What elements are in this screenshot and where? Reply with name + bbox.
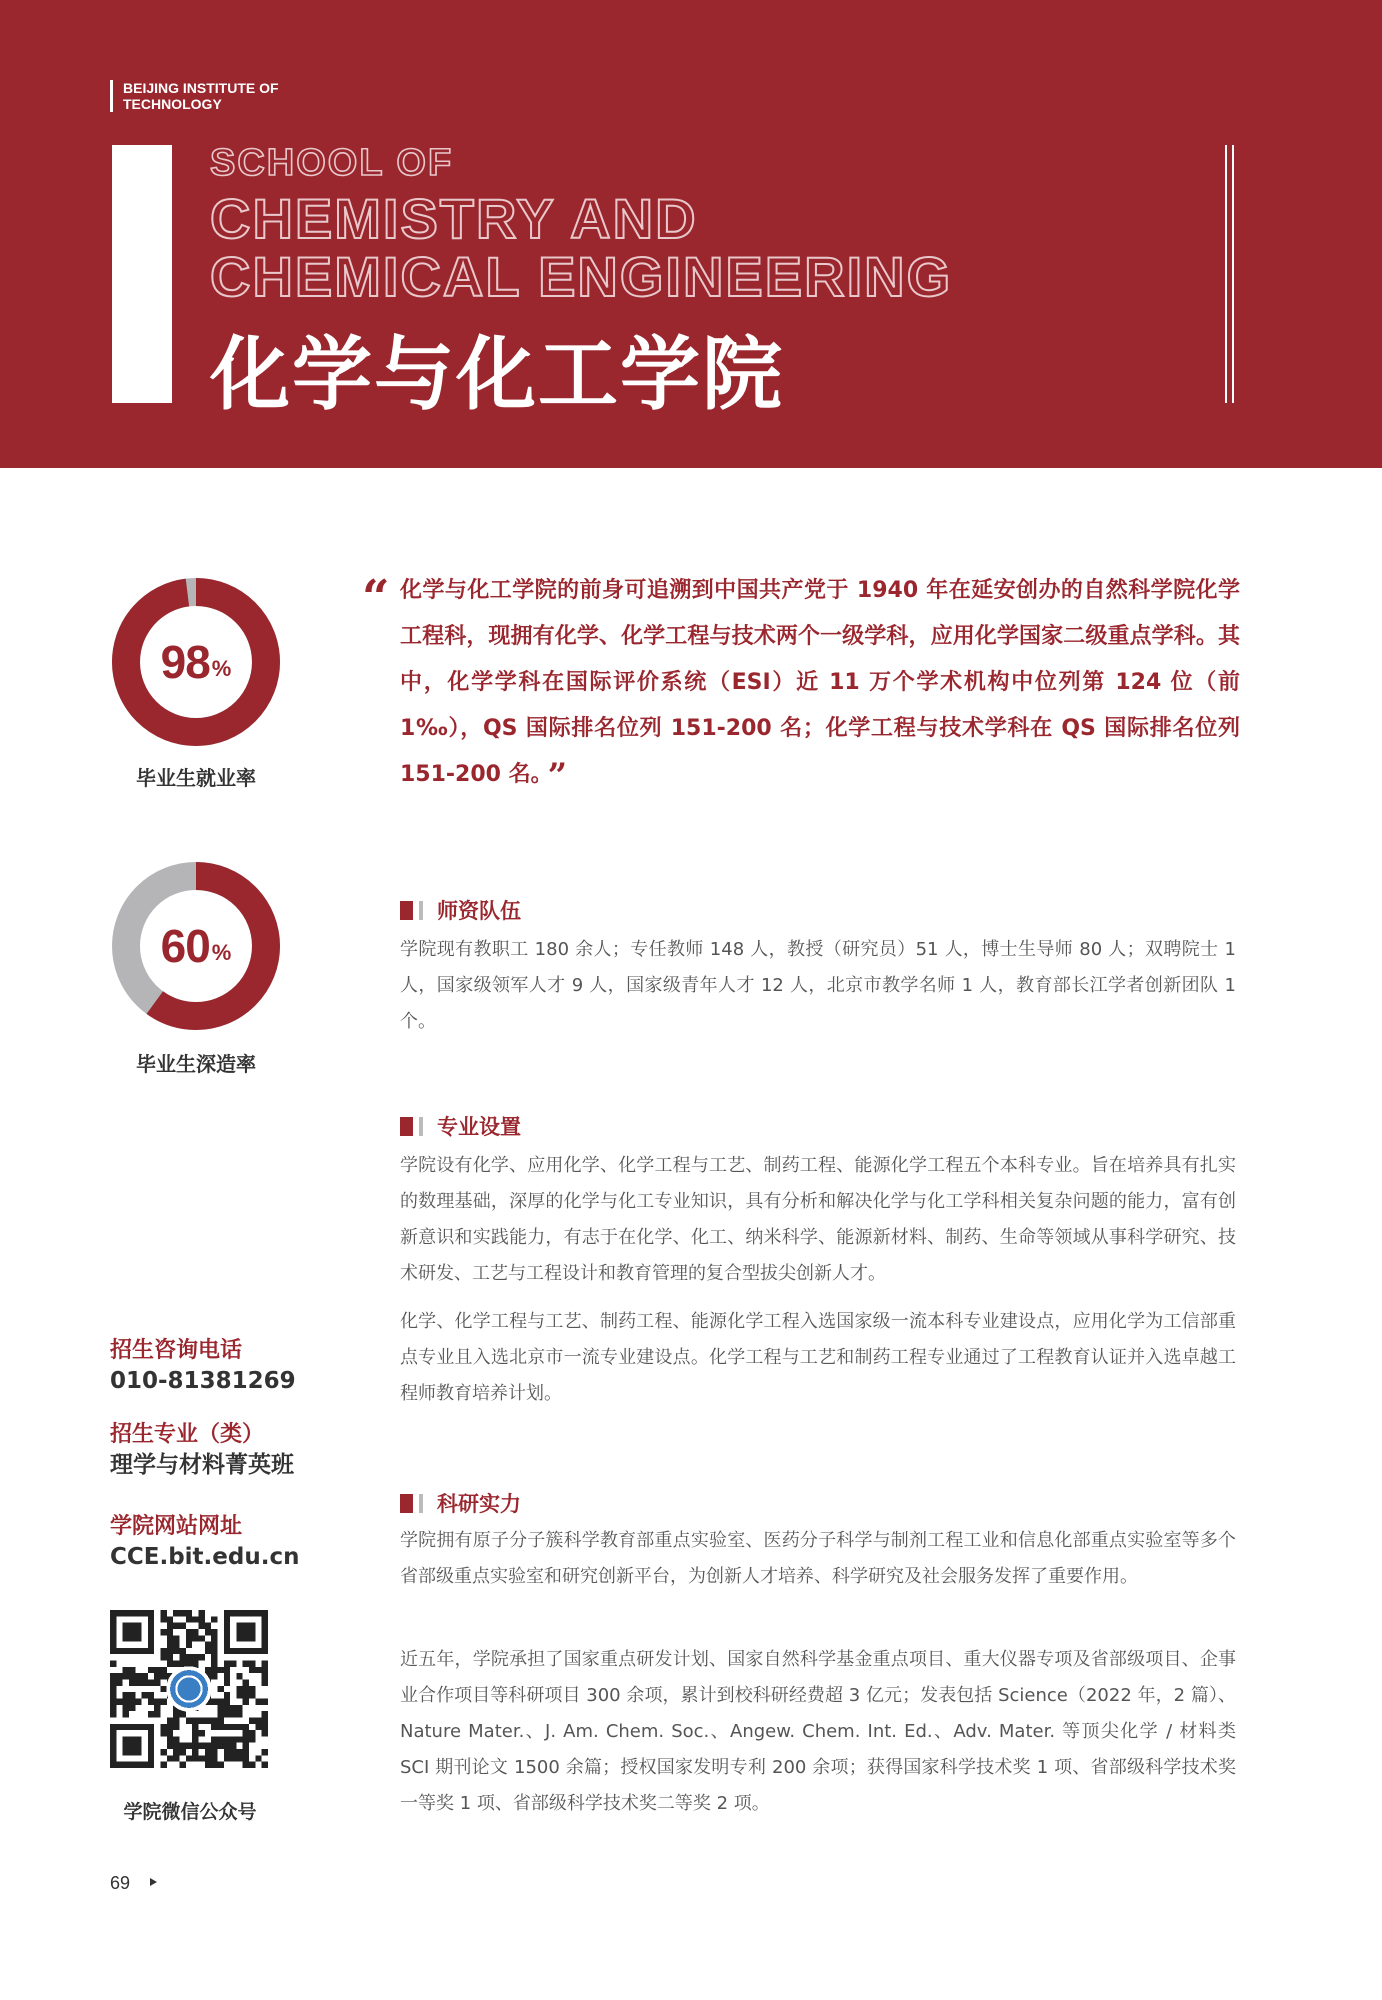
employment-rate-donut [110,576,282,748]
qr-module [217,1686,223,1692]
heading-marker-shadow [419,901,423,920]
qr-module [167,1717,173,1723]
wechat-qr-code[interactable] [110,1610,268,1768]
qr-module [255,1724,261,1730]
qr-module [161,1629,167,1635]
qr-module [135,1673,141,1679]
qr-module [161,1673,167,1679]
research-paragraph-1: 学院拥有原子分子簇科学教育部重点实验室、医药分子科学与制剂工程工业和信息化部重点实验室等多个省部级重点实验室和研究创新平台，为创新人才培养、科学研究及社会服务发挥了重要作用。 [400,1530,1236,1587]
qr-module [180,1661,186,1667]
qr-module [167,1755,173,1761]
qr-module [262,1667,268,1673]
qr-module [230,1755,236,1761]
qr-module [154,1705,160,1711]
qr-module [192,1730,198,1736]
qr-module [217,1762,223,1768]
qr-module [180,1743,186,1749]
qr-module [236,1755,242,1761]
qr-module [243,1680,249,1686]
qr-module [217,1724,223,1730]
qr-module [123,1667,129,1673]
qr-finder-pattern [123,1623,142,1642]
qr-module [224,1724,230,1730]
qr-module [205,1743,211,1749]
intro-body: 化学与化工学院的前身可追溯到中国共产党于 1940 年在延安创办的自然科学院化学工程科，现拥有化学、化学工程与技术两个一级学科，应用化学国家二级重点学科。其中，化学学科在国际评价系统（ESI）近 11 万个学术机构中位列第 124 位（前 1‰），QS 国际排名位列 151-200 名；化学工程与技术学科在 QS 国际排名位列 151-200 名。 [400,578,1240,787]
qr-module [173,1623,179,1629]
qr-module [262,1749,268,1755]
qr-module [123,1705,129,1711]
donut-value [110,576,282,748]
qr-code-label: 学院微信公众号 [123,1801,257,1823]
qr-module [129,1698,135,1704]
qr-module [230,1661,236,1667]
qr-module [192,1717,198,1723]
qr-module [236,1705,242,1711]
qr-module [173,1610,179,1616]
qr-module [148,1698,154,1704]
qr-module [173,1724,179,1730]
qr-module [129,1680,135,1686]
qr-module [211,1616,217,1622]
qr-module [243,1730,249,1736]
qr-module [262,1730,268,1736]
qr-module [249,1661,255,1667]
section-title: 科研实力 [437,1492,521,1516]
qr-module [236,1686,242,1692]
qr-module [249,1692,255,1698]
qr-module [110,1705,116,1711]
qr-module [192,1749,198,1755]
qr-module [167,1661,173,1667]
qr-module [180,1654,186,1660]
qr-module [255,1717,261,1723]
qr-module [243,1686,249,1692]
qr-module [161,1698,167,1704]
qr-module [173,1635,179,1641]
qr-module [192,1616,198,1622]
english-title-line-3: CHEMICAL ENGINEERING [210,245,953,308]
qr-module [148,1692,154,1698]
qr-module [255,1667,261,1673]
qr-module [205,1623,211,1629]
qr-module [198,1654,204,1660]
qr-module [116,1698,122,1704]
qr-module [161,1667,167,1673]
qr-module [205,1717,211,1723]
qr-module [262,1661,268,1667]
admission-major-value: 理学与材料菁英班 [110,1452,294,1478]
qr-module [173,1711,179,1717]
section-research-heading [400,1488,521,1518]
heading-marker-icon [400,1117,413,1136]
further-study-rate-label: 毕业生深造率 [136,1052,256,1076]
qr-module [148,1680,154,1686]
school-website-link[interactable]: CCE.bit.edu.cn [110,1544,300,1570]
qr-module [224,1743,230,1749]
qr-module [192,1724,198,1730]
qr-module [211,1749,217,1755]
qr-module [230,1736,236,1742]
donut-value [110,860,282,1032]
qr-module [224,1698,230,1704]
qr-module [186,1717,192,1723]
majors-paragraph-2: 化学、化学工程与工艺、制药工程、能源化学工程入选国家级一流本科专业建设点，应用化学为工信部重点专业且入选北京市一流专业建设点。化学工程与工艺和制药工程专业通过了工程教育认证并入选卓越工程师教育培养计划。 [400,1311,1236,1404]
qr-module [135,1680,141,1686]
qr-module [224,1755,230,1761]
qr-module [167,1730,173,1736]
qr-module [224,1692,230,1698]
qr-module [186,1654,192,1660]
qr-module [154,1680,160,1686]
qr-module [262,1680,268,1686]
qr-module [167,1635,173,1641]
qr-module [142,1673,148,1679]
qr-module [167,1654,173,1660]
qr-module [205,1755,211,1761]
qr-module [243,1743,249,1749]
qr-module [180,1749,186,1755]
donut-unit: % [211,656,232,681]
qr-module [173,1736,179,1742]
qr-module [173,1755,179,1761]
qr-module [186,1661,192,1667]
qr-module [249,1736,255,1742]
qr-module [224,1749,230,1755]
qr-module [217,1711,223,1717]
qr-module [230,1724,236,1730]
qr-module [167,1743,173,1749]
qr-module [224,1736,230,1742]
qr-module [243,1698,249,1704]
qr-module [211,1724,217,1730]
qr-module [262,1673,268,1679]
qr-module [123,1692,129,1698]
qr-module [110,1680,116,1686]
heading-marker-icon [400,1494,413,1513]
section-title: 专业设置 [437,1115,521,1139]
qr-module [173,1749,179,1755]
qr-module [123,1673,129,1679]
qr-module [161,1610,167,1616]
qr-module [230,1711,236,1717]
qr-module [180,1648,186,1654]
qr-module [154,1673,160,1679]
admission-phone-label: 招生咨询电话 [110,1338,243,1363]
qr-module [211,1762,217,1768]
qr-module [211,1698,217,1704]
institute-line-1: BEIJING INSTITUTE OF [123,80,279,96]
qr-module [123,1698,129,1704]
close-quote-icon: ” [547,756,568,796]
qr-module [198,1616,204,1622]
admission-phone [110,1336,296,1396]
heading-marker-icon [400,901,413,920]
qr-module [116,1680,122,1686]
qr-module [249,1667,255,1673]
qr-module [217,1736,223,1742]
qr-module [173,1743,179,1749]
qr-module [255,1755,261,1761]
employment-rate-label: 毕业生就业率 [136,766,256,790]
qr-module [167,1724,173,1730]
qr-module [211,1736,217,1742]
qr-module [243,1692,249,1698]
qr-module [211,1654,217,1660]
majors-paragraph-1: 学院设有化学、应用化学、化学工程与工艺、制药工程、能源化学工程五个本科专业。旨在培养具有扎实的数理基础，深厚的化学与化工专业知识，具有分析和解决化学与化工学科相关复杂问题的能力，富有创新意识和实践能力，有志于在化学、化工、纳米科学、能源新材料、制药、生命等领域从事科学研究、技术研发、工艺与工程设计和教育管理的复合型拔尖创新人才。 [400,1155,1236,1284]
qr-module [180,1762,186,1768]
qr-module [167,1623,173,1629]
qr-module [205,1629,211,1635]
qr-module [224,1673,230,1679]
qr-module [148,1711,154,1717]
qr-finder-pattern [236,1623,255,1642]
qr-module [192,1736,198,1742]
qr-module [123,1711,129,1717]
qr-module [211,1717,217,1723]
qr-module [129,1667,135,1673]
qr-module [186,1635,192,1641]
qr-module [262,1717,268,1723]
qr-module [129,1705,135,1711]
english-title-line-1: SCHOOL OF [210,142,454,184]
qr-module [161,1730,167,1736]
qr-module [205,1648,211,1654]
qr-module [186,1610,192,1616]
school-website [110,1512,299,1572]
section-majors-heading [400,1111,521,1141]
qr-module [243,1724,249,1730]
qr-module [198,1755,204,1761]
qr-module [167,1616,173,1622]
qr-module [211,1667,217,1673]
header-banner [0,0,1382,468]
heading-marker-shadow [419,1117,423,1136]
qr-module [186,1755,192,1761]
admission-phone-value: 010-81381269 [110,1368,296,1394]
donut-number: 60 [160,920,210,972]
donut-number: 98 [160,636,210,688]
qr-module [262,1711,268,1717]
qr-module [217,1667,223,1673]
qr-module [224,1661,230,1667]
heading-marker-shadow [419,1494,423,1513]
qr-module [161,1654,167,1660]
qr-module [192,1755,198,1761]
qr-module [154,1667,160,1673]
qr-module [167,1648,173,1654]
decorative-bar [112,145,172,403]
research-paragraph-2: 近五年，学院承担了国家重点研发计划、国家自然科学基金重点项目、重大仪器专项及省部级项目、企事业合作项目等科研项目 300 余项，累计到校科研经费超 3 亿元；发表包括 Science（2022 年，2 篇）、Nature Mater.、J. Am. Chem. Soc.、Angew. Chem. Int. Ed.、Adv. Mater. 等顶尖化学 / 材料类 SCI 期刊论文 1500 余篇；授权国家发明专利 200 余项；获得国家科学技术奖 1 项、省部级科学技术奖一等奖 1 项、省部级科学技术奖二等奖 2 项。 [400,1649,1236,1814]
qr-module [255,1698,261,1704]
qr-module [161,1686,167,1692]
qr-module [262,1762,268,1768]
page-arrow-icon [150,1878,157,1886]
qr-module [180,1623,186,1629]
intro-text [400,568,1240,798]
qr-module [135,1698,141,1704]
qr-module [249,1730,255,1736]
qr-module [211,1629,217,1635]
qr-module [180,1711,186,1717]
qr-finder-pattern [123,1736,142,1755]
qr-module [230,1749,236,1755]
qr-module [205,1642,211,1648]
page-title: 化学与化工学院 [210,328,784,421]
qr-module [243,1762,249,1768]
qr-module [161,1616,167,1622]
qr-module [236,1749,242,1755]
qr-module [249,1762,255,1768]
qr-module [211,1673,217,1679]
qr-module [243,1736,249,1742]
qr-module [224,1705,230,1711]
page-number: 69 [110,1873,131,1893]
qr-module [249,1717,255,1723]
qr-module [173,1642,179,1648]
qr-module [198,1717,204,1723]
qr-module [243,1661,249,1667]
qr-module [192,1654,198,1660]
qr-module [211,1648,217,1654]
admission-major [110,1420,294,1480]
qr-module [161,1648,167,1654]
qr-module [173,1661,179,1667]
qr-module [142,1680,148,1686]
qr-module [161,1749,167,1755]
qr-module [217,1743,223,1749]
qr-module [205,1749,211,1755]
qr-module [236,1673,242,1679]
qr-module [262,1698,268,1704]
qr-module [148,1667,154,1673]
qr-module [236,1724,242,1730]
qr-module [129,1692,135,1698]
qr-module [186,1743,192,1749]
qr-module [217,1705,223,1711]
qr-module [236,1692,242,1698]
qr-module [211,1743,217,1749]
qr-module [154,1698,160,1704]
qr-module [262,1724,268,1730]
qr-module [243,1755,249,1761]
qr-module [110,1686,116,1692]
qr-module [205,1762,211,1768]
qr-module [198,1623,204,1629]
qr-module [198,1635,204,1641]
qr-module [198,1610,204,1616]
english-title-line-2: CHEMISTRY AND [210,187,698,250]
qr-module [192,1661,198,1667]
qr-module [129,1673,135,1679]
qr-module [173,1717,179,1723]
qr-module [217,1717,223,1723]
qr-module [192,1629,198,1635]
school-website-label: 学院网站网址 [110,1514,243,1539]
section-faculty-heading [400,895,521,925]
institute-line-2: TECHNOLOGY [123,96,222,112]
qr-module [243,1749,249,1755]
qr-module [211,1661,217,1667]
qr-module [180,1610,186,1616]
qr-module [161,1762,167,1768]
decorative-double-line [1225,145,1234,403]
qr-module [161,1724,167,1730]
qr-module [211,1635,217,1641]
qr-module [186,1616,192,1622]
qr-module [110,1692,116,1698]
qr-module [224,1667,230,1673]
qr-module [110,1661,116,1667]
qr-module [198,1743,204,1749]
faculty-paragraph: 学院现有教职工 180 余人；专任教师 148 人，教授（研究员）51 人，博士生导师 80 人；双聘院士 1 人，国家级领军人才 9 人，国家级青年人才 12 人，北京市教学名师 1 人，教育部长江学者创新团队 1 个。 [400,939,1236,1032]
qr-module [249,1686,255,1692]
qr-module [192,1743,198,1749]
qr-module [192,1635,198,1641]
qr-module [230,1743,236,1749]
qr-module [211,1642,217,1648]
qr-module [116,1673,122,1679]
qr-module [173,1648,179,1654]
further-study-rate-donut [110,860,282,1032]
admission-major-label: 招生专业（类） [110,1422,265,1447]
qr-module [211,1755,217,1761]
institute-name [110,80,279,112]
qr-module [154,1711,160,1717]
qr-module [167,1736,173,1742]
section-title: 师资队伍 [437,899,521,923]
qr-module [205,1667,211,1673]
qr-module [224,1680,230,1686]
open-quote-icon: “ [362,570,390,626]
donut-unit: % [211,940,232,965]
qr-module [167,1642,173,1648]
qr-module [110,1711,116,1717]
qr-module [236,1711,242,1717]
qr-module [198,1730,204,1736]
qr-module [230,1705,236,1711]
qr-module [186,1629,192,1635]
qr-module [110,1698,116,1704]
qr-module [186,1642,192,1648]
qr-module [167,1629,173,1635]
qr-module [224,1711,230,1717]
qr-module [142,1692,148,1698]
qr-module [110,1673,116,1679]
qr-module [236,1736,242,1742]
qr-module [217,1698,223,1704]
